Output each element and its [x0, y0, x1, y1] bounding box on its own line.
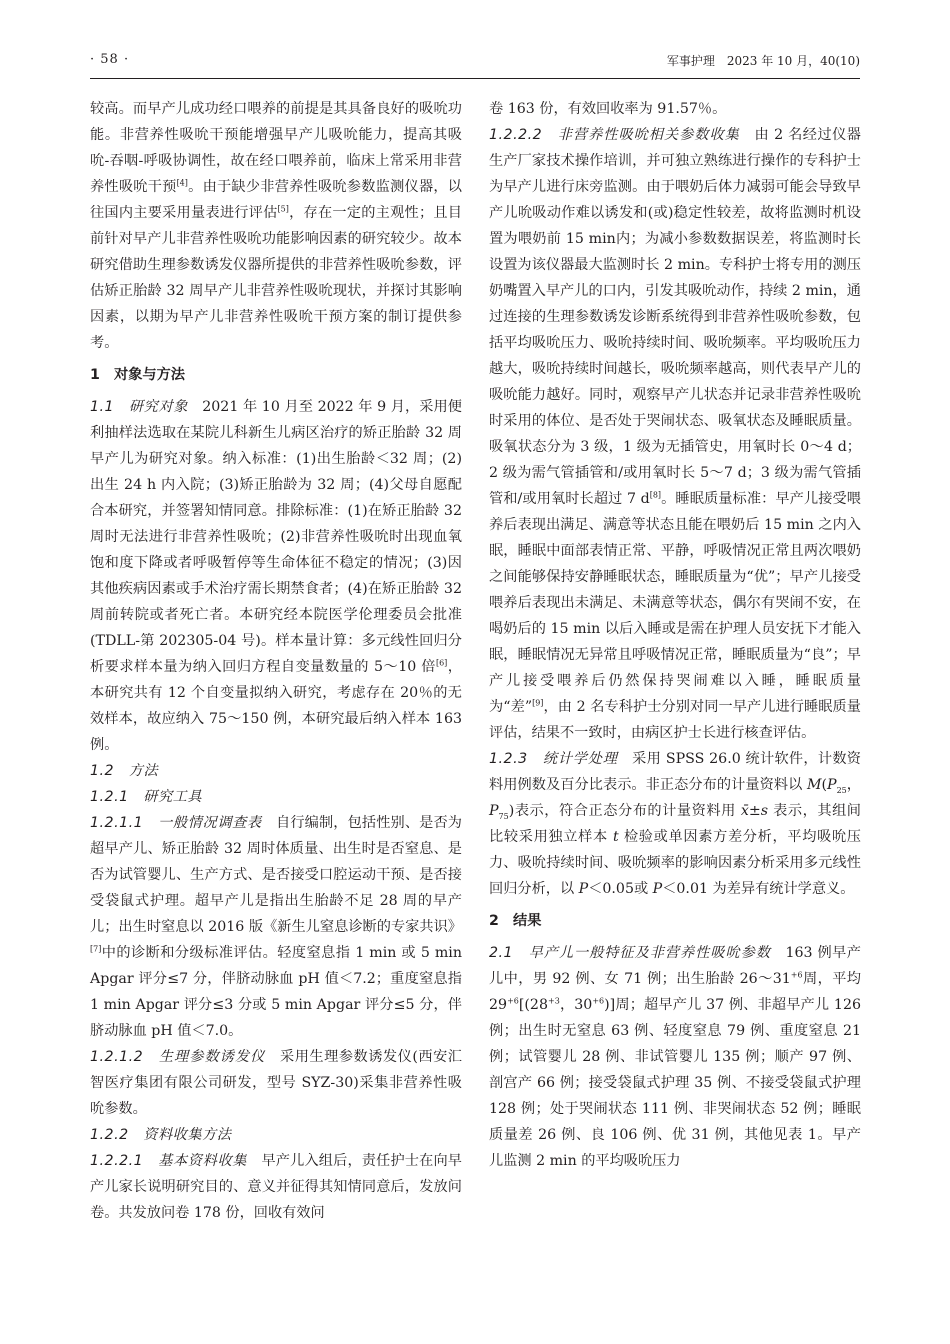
citation-7[interactable]: [7] [90, 944, 102, 954]
running-header [90, 52, 860, 82]
heading-1-2-1-1: 1.2.1.1 一般情况调查表 [90, 815, 262, 831]
heading-1-2-3: 1.2.3 统计学处理 [489, 751, 618, 767]
page-number: · 58 · [90, 52, 130, 67]
continued-text: 卷 163 份，有效回收率为 91.57％。 [489, 101, 727, 117]
citation-6[interactable]: [6] [435, 658, 448, 668]
citation-8[interactable]: [8] [649, 490, 662, 500]
section-heading-1: 1 对象与方法 [90, 367, 185, 383]
heading-1-1: 1.1 研究对象 [90, 399, 188, 415]
heading-1-2: 1.2 方法 [90, 763, 159, 779]
citation-9[interactable]: [9] [532, 698, 544, 708]
section-1-2-3: 1.2.3 统计学处理 采用 SPSS 26.0 统计软件，计数资料用例数及百分比表示。非正态分布的计量资料以 $M(P_{25}$，$P_{75}$)表示，符合正态分布的计量资料用 x̄±s 表示，其组间比较采用独立样本 t 检验或单因素方差分析，平均吸吮压力、吸吮持续时间、吸吮频率的影响因素分析采用多元线性回归分析，以 P＜0.05或 P＜0.01 为差异有统计学意义。 [489, 751, 861, 897]
heading-1-2-1: 1.2.1 研究工具 [90, 789, 203, 805]
heading-1-2-2-2: 1.2.2.2 非营养性吸吮相关参数收集 [489, 127, 740, 143]
right-column [489, 96, 861, 1174]
heading-1-2-2: 1.2.2 资料收集方法 [90, 1127, 232, 1143]
journal-info: 军事护理 2023 年 10 月，40(10) [666, 54, 860, 68]
section-heading-2: 2 结果 [489, 913, 542, 929]
heading-2-1: 2.1 早产儿一般特征及非营养性吸吮参数 [489, 945, 771, 961]
heading-1-2-1-2: 1.2.1.2 生理参数诱发仪 [90, 1049, 266, 1065]
section-1-1: 1.1 研究对象 2021 年 10 月至 2022 年 9 月，采用便利抽样法选取在某院儿科新生儿病区治疗的矫正胎龄 32 周早产儿为研究对象。纳入标准：(1)出生胎龄＜32 周；(2)出生 24 h 内入院；(3)矫正胎龄为 32 周；(4)父母自愿配合本研究，并签署知情同意。排除标准：(1)在矫正胎龄 32 周时无法进行非营养性吸吮；(2)非营养性吸吮时出现血氧饱和度下降或者呼吸暂停等生命体征不稳定的情况；(3)因其他疾病因素或手术治疗需长期禁食者；(4)在矫正胎龄 32 周前转院或者死亡者。本研究经本院医学伦理委员会批准(TDLL-第 202305-04 号)。样本量计算：多元线性回归分析要求样本量为纳入回归方程自变量数量的 5～10 倍[6]，本研究共有 12 个自变量拟纳入研究，考虑存在 20％的无效样本，故应纳入 75～150 例，本研究最后纳入样本 163 例。 [90, 399, 462, 753]
section-1-2-2-1: 1.2.2.1 基本资料收集 早产儿入组后，责任护士在向早产儿家长说明研究目的、意义并征得其知情同意后，发放问卷。共发放问卷 178 份，回收有效问 [90, 1153, 462, 1221]
citation-5[interactable]: [5] [277, 204, 289, 214]
section-2-1: 2.1 早产儿一般特征及非营养性吸吮参数 163 例早产儿中，男 92 例、女 71 例；出生胎龄 $26\sim 31^{+6}$周，平均 $29^{+6}[(28^{+3}$，$30^{+6}$)]周；超早产儿 37 例、非超早产儿 126 例；出生时无窒息 63 例、轻度窒息 79 例、重度窒息 21 例；试管婴儿 28 例、非试管婴儿 135 例；顺产 97 例、剖宫产 66 例；接受袋鼠式护理 35 例、不接受袋鼠式护理 128 例；处于哭闹状态 111 例、非哭闹状态 52 例；睡眠质量差 26 例、良 106 例、优 31 例，其他见表 1。早产儿监测 2 min 的平均吸吮压力 [489, 945, 861, 1169]
section-1-2-2-2: 1.2.2.2 非营养性吸吮相关参数收集 由 2 名经过仪器生产厂家技术操作培训，并可独立熟练进行操作的专科护士为早产儿进行床旁监测。由于喂奶后体力减弱可能会导致早产儿吮吸动作难以诱发和(或)稳定性较差，故将监测时机设置为喂奶前 15 min内；为减小参数数据误差，将监测时长设置为该仪器最大监测时长 2 min。专科护士将专用的测压奶嘴置入早产儿的口内，引发其吸吮动作，持续 2 min，通过连接的生理参数诱发诊断系统得到非营养性吸吮参数，包括平均吸吮压力、吸吮持续时间、吸吮频率。平均吸吮压力越大，吸吮持续时间越长，吸吮频率越高，则代表早产儿的吸吮能力越好。同时，观察早产儿状态并记录非营养性吸吮时采用的体位、是否处于哭闹状态、吸氧状态及睡眠质量。吸氧状态分为 3 级，1 级为无插管史，用氧时长 0～4 d；2 级为需气管插管和/或用氧时长 5～7 d；3 级为需气管插管和/或用氧时长超过 7 d[8]。睡眠质量标准：早产儿接受喂养后表现出满足、满意等状态且能在喂奶后 15 min 之内入眠，睡眠中面部表情正常、平静，呼吸情况正常且两次喂奶之间能够保持安静睡眠状态，睡眠质量为“优”；早产儿接受喂养后表现出未满足、未满意等状态，偶尔有哭闹不安，在喝奶后的 15 min 以后入睡或是需在护理人员安抚下才能入眠，睡眠情况无异常且呼吸情况正常，睡眠质量为“良”；早产儿接受喂养后仍然保持哭闹难以入睡，睡眠质量为“差”[9]，由 2 名专科护士分别对同一早产儿进行睡眠质量评估，结果不一致时，由病区护士长进行核查评估。 [489, 127, 861, 741]
intro-paragraph: 较高。而早产儿成功经口喂养的前提是其具备良好的吸吮功能。非营养性吸吮干预能增强早产儿吸吮能力，提高其吸吮-吞咽-呼吸协调性，故在经口喂养前，临床上常采用非营养性吸吮干预[4]。由于缺少非营养性吸吮参数监测仪器，以往国内主要采用量表进行评估[5]，存在一定的主观性；且目前针对早产儿非营养性吸吮功能影响因素的研究较少。故本研究借助生理参数诱发仪器所提供的非营养性吸吮参数，评估矫正胎龄 32 周早产儿非营养性吸吮现状，并探讨其影响因素，以期为早产儿非营养性吸吮干预方案的制订提供参考。 [90, 101, 462, 351]
left-column [90, 96, 462, 1226]
header-rule [90, 78, 860, 79]
citation-4[interactable]: [4] [176, 178, 188, 188]
section-1-2-1-1: 1.2.1.1 一般情况调查表 自行编制，包括性别、是否为超早产儿、矫正胎龄 32 周时体质量、出生时是否窒息、是否为试管婴儿、生产方式、是否接受口腔运动干预、是否接受袋鼠式护理。超早产儿是指出生胎龄不足 28 周的早产儿；出生时窒息以 2016 版《新生儿窒息诊断的专家共识》[7]中的诊断和分级标准评估。轻度窒息指 1 min 或 5 min Apgar 评分≤7 分，伴脐动脉血 pH 值＜7.2；重度窒息指 1 min Apgar 评分≤3 分或 5 min Apgar 评分≤5 分，伴脐动脉血 pH 值＜7.0。 [90, 815, 462, 1039]
section-1-2-1-2: 1.2.1.2 生理参数诱发仪 采用生理参数诱发仪(西安汇智医疗集团有限公司研发，型号 SYZ-30)采集非营养性吸吮参数。 [90, 1049, 462, 1117]
heading-1-2-2-1: 1.2.2.1 基本资料收集 [90, 1153, 248, 1169]
